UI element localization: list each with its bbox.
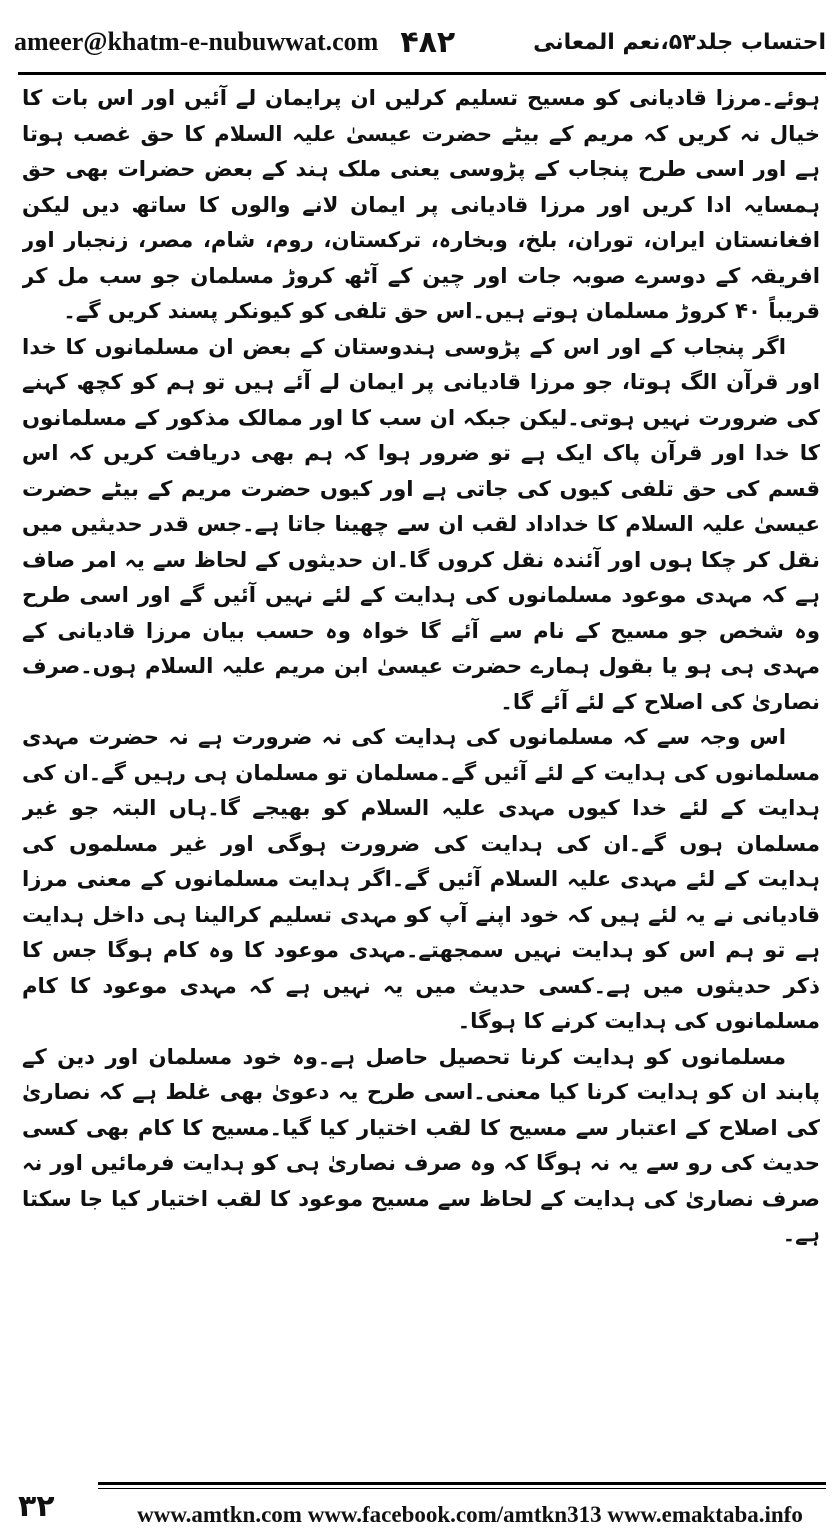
- header-email: ameer@khatm-e-nubuwwat.com: [14, 27, 379, 56]
- header-left: [14, 25, 455, 60]
- footer-urls: www.amtkn.com www.facebook.com/amtkn313 www.emaktaba.info: [137, 1502, 803, 1527]
- page-header: [14, 18, 826, 66]
- paragraph-4: مسلمانوں کو ہدایت کرنا تحصیل حاصل ہے۔وہ خود مسلمان اور دین کے پابند ان کو ہدایت کرنا کیا معنی۔اسی طرح یہ دعویٰ بھی غلط ہے کہ نصاریٰ کی اصلاح کے اعتبار سے مسیح کا لقب اختیار کیا گیا۔مسیح کا کام بھی کسی حدیث کی رو سے یہ نہ ہوگا کہ وہ صرف نصاریٰ ہی کو ہدایت فرمائیں اور نہ صرف نصاریٰ کی ہدایت کے لحاظ سے مسیح موعود کا لقب اختیار کیا جا سکتا ہے۔: [22, 1043, 820, 1246]
- paragraph-1: ہوئے۔مرزا قادیانی کو مسیح تسلیم کرلیں ان پرایمان لے آئیں اور اس بات کا خیال نہ کریں کہ مریم کے بیٹے حضرت عیسیٰ علیہ السلام کا حق غصب ہوتا ہے اور اسی طرح پنجاب کے پڑوسی یعنی ملک ہند کے بعض حضرات بھی حق ہمسایہ ادا کریں اور مرزا قادیانی پر ایمان لانے والوں کا ساتھ دیں لیکن افغانستان ایران، توران، بلخ، وبخارہ، ترکستان، روم، شام، مصر، زنجبار اور افریقہ کے دوسرے صوبہ جات اور چین کے آٹھ کروڑ مسلمان جو سب مل کر قریباً ۴۰ کروڑ مسلمان ہوتے ہیں۔اس حق تلفی کو کیونکر پسند کریں گے۔: [22, 85, 820, 323]
- footer-rule-thin: [98, 1488, 826, 1489]
- footer-rule-thick: [98, 1482, 826, 1485]
- page-number: ۴۸۲: [400, 24, 456, 60]
- paragraph-2: اگر پنجاب کے اور اس کے پڑوسی ہندوستان کے بعض ان مسلمانوں کا خدا اور قرآن الگ ہوتا، جو مرزا قادیانی پر ایمان لے آئے ہیں تو ہم کو کچھ کہنے کی ضرورت نہیں ہوتی۔لیکن جبکہ ان سب کا اور ممالک مذکور کے مسلمانوں کا خدا اور قرآن پاک ایک ہے تو ضرور ہوا کہ ہم بھی دریافت کریں کہ اس قسم کی حق تلفی کیوں کی جاتی ہے اور کیوں حضرت مریم کے بیٹے حضرت عیسیٰ علیہ السلام کا خداداد لقب ان سے چھینا جاتا ہے۔جس قدر حدیثیں میں نقل کر چکا ہوں اور آئندہ نقل کروں گا۔ان حدیثوں کے لحاظ سے یہ امر صاف ہے کہ مہدی موعود مسلمانوں کی ہدایت کے لئے نہیں آئیں گے اور اسی طرح وہ شخص جو مسیح کے نام سے آئے گا خواہ وہ حسب بیان مرزا قادیانی کے مہدی ہی ہو یا بقول ہمارے حضرت عیسیٰ ابن مریم علیہ السلام ہوں۔صرف نصاریٰ کی اصلاح کے لئے آئے گا۔: [22, 333, 820, 714]
- book-title: احتساب جلد۵۳،نعم المعانی: [533, 29, 826, 55]
- paragraph-3: اس وجہ سے کہ مسلمانوں کی ہدایت کی نہ ضرورت ہے نہ حضرت مہدی مسلمانوں کی ہدایت کے لئے آئیں گے۔مسلمان تو مسلمان ہی رہیں گے۔ان کی ہدایت کے لئے خدا کیوں مہدی علیہ السلام کو بھیجے گا۔ہاں البتہ جو غیر مسلمان ہوں گے۔ان کی ہدایت کی ضرورت ہوگی اور غیر مسلموں کی ہدایت کے لئے مہدی علیہ السلام آئیں گے۔اگر ہدایت مسلمانوں کے معنی مرزا قادیانی نے یہ لئے ہیں کہ خود اپنے آپ کو مہدی تسلیم کرالینا ہی داخل ہدایت ہے تو ہم اس کو ہدایت نہیں سمجھتے۔مہدی موعود کا وہ کام ہوگا جس کا ذکر حدیثوں میں ہے۔کسی حدیث میں یہ نہیں ہے کہ مہدی موعود کا کام مسلمانوں کی ہدایت کرنے کا ہوگا۔: [22, 724, 820, 1033]
- page-footer: [14, 1476, 826, 1532]
- header-rule: [18, 72, 826, 75]
- chapter-number: ۳۲: [18, 1489, 55, 1524]
- page-body: [22, 80, 820, 1470]
